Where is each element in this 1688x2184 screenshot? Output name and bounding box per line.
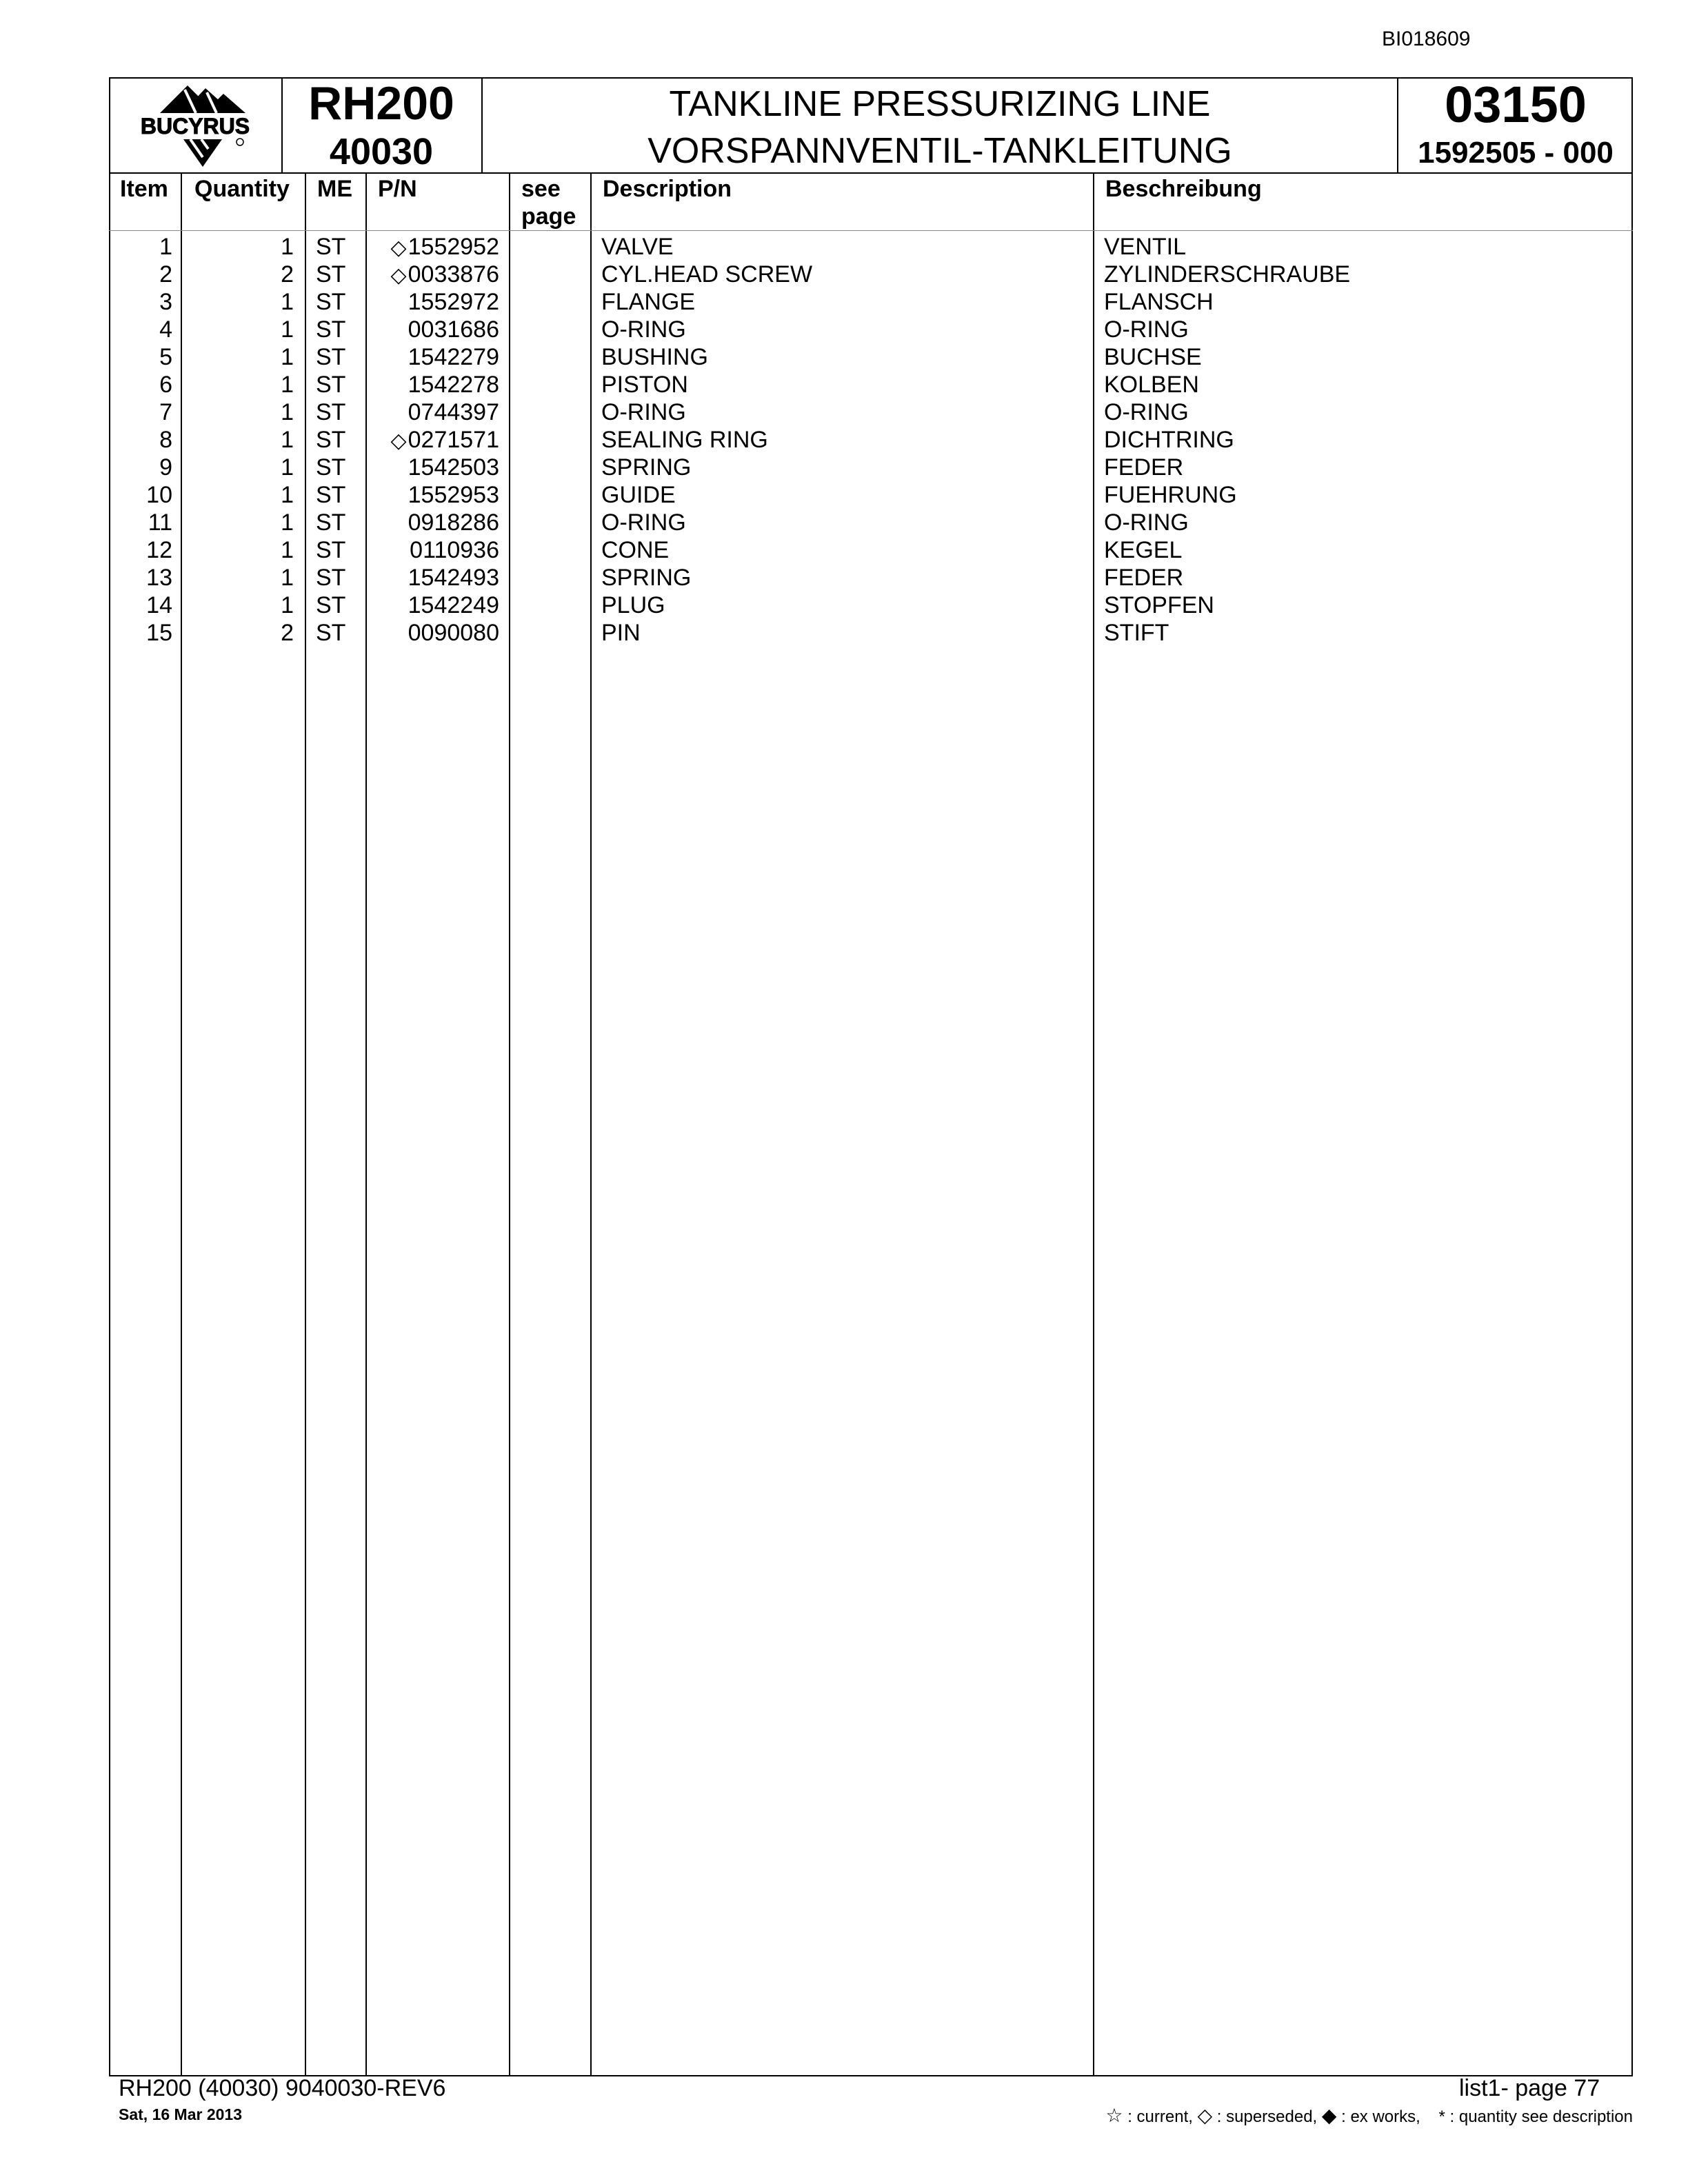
quantity-value: 1 [281,454,294,481]
description-english: FLANGE [601,289,696,315]
table-row [0,536,1688,564]
description-german: BUCHSE [1104,344,1202,370]
star-outline-icon: ☆ [1105,2105,1123,2126]
diamond-outline-icon: ◇ [1197,2105,1213,2126]
part-number: 1542503 [408,454,499,481]
quantity-value: 1 [281,509,294,536]
superseded-diamond-icon: ◇ [390,429,407,452]
quantity-value: 1 [281,427,294,453]
part-number-cell [372,316,499,345]
item-number: 14 [146,592,172,618]
title-german: VORSPANNVENTIL-TANKLEITUNG [647,131,1232,171]
part-number-cell [372,481,499,510]
part-number-cell [372,536,499,565]
unit-value: ST [316,427,346,453]
header-pn: P/N [378,176,417,202]
part-number: 1542249 [408,592,499,618]
description-german: ZYLINDERSCHRAUBE [1104,261,1351,287]
description-german: O-RING [1104,316,1189,343]
part-number: 0271571 [408,427,499,453]
superseded-diamond-icon: ◇ [390,264,407,287]
legend-current: : current, [1127,2107,1193,2126]
part-number: 0031686 [408,316,499,343]
footer-page-number: list1- page 77 [1459,2075,1600,2101]
superseded-diamond-icon: ◇ [390,236,407,259]
description-german: FLANSCH [1104,289,1214,315]
legend-ex-works: : ex works, [1341,2107,1420,2126]
quantity-value: 1 [281,316,294,343]
item-number: 4 [159,316,172,343]
part-number: 0744397 [408,399,499,425]
part-number-cell [372,592,499,620]
table-row [0,233,1688,261]
quantity-value: 2 [281,261,294,287]
unit-value: ST [316,509,346,536]
part-number-cell [372,454,499,483]
description-german: STOPFEN [1104,592,1214,618]
part-number-cell [372,233,499,262]
unit-value: ST [316,620,346,646]
item-number: 9 [159,454,172,481]
part-number: 0110936 [410,537,499,563]
footer-date: Sat, 16 Mar 2013 [119,2105,243,2123]
unit-value: ST [316,592,346,618]
item-number: 8 [159,427,172,453]
part-number: 1542279 [408,344,499,370]
quantity-value: 1 [281,289,294,315]
unit-value: ST [316,234,346,260]
quantity-value: 1 [281,537,294,563]
item-number: 2 [159,261,172,287]
description-german: VENTIL [1104,234,1187,260]
description-english: SEALING RING [601,427,768,453]
part-number: 0033876 [408,261,499,287]
header-me: ME [317,176,352,202]
header-item: Item [120,176,168,202]
table-row [0,564,1688,592]
part-number: 1542278 [408,372,499,398]
header-page: page [521,203,576,230]
quantity-value: 1 [281,344,294,370]
description-german: O-RING [1104,399,1189,425]
bucyrus-logo [119,80,272,171]
header-quantity: Quantity [194,176,290,202]
part-number-cell [372,398,499,427]
table-row [0,371,1688,398]
item-number: 10 [146,482,172,508]
item-number: 11 [148,509,172,536]
header-description: Description [603,176,732,202]
title-english: TANKLINE PRESSURIZING LINE [669,84,1211,124]
description-english: CONE [601,537,670,563]
part-number-cell [372,509,499,538]
part-number-cell [372,619,499,648]
description-german: DICHTRING [1104,427,1234,453]
model-number: RH200 [308,77,454,130]
header-see: see [521,176,561,202]
table-row [0,288,1688,316]
unit-value: ST [316,482,346,508]
unit-value: ST [316,565,346,591]
assembly-number: 1592505 - 000 [1418,136,1614,170]
part-number-cell [372,371,499,400]
footer-legend [1105,2104,1633,2127]
table-row [0,481,1688,509]
description-german: FUEHRUNG [1104,482,1237,508]
item-number: 3 [159,289,172,315]
description-english: BUSHING [601,344,708,370]
description-german: FEDER [1104,565,1184,591]
part-number: 1552953 [408,482,499,508]
unit-value: ST [316,316,346,343]
part-number: 1552972 [408,289,499,315]
part-number: 0918286 [408,509,499,536]
description-english: SPRING [601,565,692,591]
part-number: 1552952 [408,234,499,260]
description-english: VALVE [601,234,674,260]
description-english: SPRING [601,454,692,481]
item-number: 13 [146,565,172,591]
table-row [0,454,1688,481]
unit-value: ST [316,399,346,425]
quantity-value: 2 [281,620,294,646]
quantity-value: 1 [281,592,294,618]
part-number: 1542493 [408,565,499,591]
table-row [0,619,1688,647]
header-beschreibung: Beschreibung [1105,176,1262,202]
item-number: 5 [159,344,172,370]
quantity-value: 1 [281,482,294,508]
table-row [0,426,1688,454]
description-english: O-RING [601,509,686,536]
part-number-cell [372,288,499,317]
description-english: O-RING [601,399,686,425]
description-english: O-RING [601,316,686,343]
description-english: PISTON [601,372,688,398]
item-number: 15 [146,620,172,646]
item-number: 7 [159,399,172,425]
serial-number: 40030 [329,131,434,172]
unit-value: ST [316,289,346,315]
description-english: PIN [601,620,641,646]
description-german: O-RING [1104,509,1189,536]
description-german: KEGEL [1104,537,1183,563]
item-number: 12 [146,537,172,563]
document-id: BI018609 [1382,28,1471,50]
part-number: 0090080 [408,620,499,646]
description-english: GUIDE [601,482,676,508]
unit-value: ST [316,537,346,563]
description-german: FEDER [1104,454,1184,481]
quantity-value: 1 [281,234,294,260]
description-german: STIFT [1104,620,1169,646]
unit-value: ST [316,344,346,370]
part-number-cell [372,564,499,593]
quantity-value: 1 [281,399,294,425]
unit-value: ST [316,261,346,287]
group-number: 03150 [1445,76,1587,133]
table-row [0,343,1688,371]
part-number-cell [372,261,499,290]
svg-text:BUCYRUS: BUCYRUS [140,114,250,139]
legend-superseded: : superseded, [1216,2107,1318,2126]
part-number-cell [372,426,499,455]
quantity-value: 1 [281,372,294,398]
unit-value: ST [316,372,346,398]
description-english: CYL.HEAD SCREW [601,261,813,287]
item-number: 6 [159,372,172,398]
table-row [0,261,1688,288]
part-number-cell [372,343,499,372]
quantity-value: 1 [281,565,294,591]
table-row [0,316,1688,343]
description-english: PLUG [601,592,665,618]
item-number: 1 [159,234,172,260]
diamond-filled-icon: ◆ [1321,2105,1337,2126]
legend-quantity-note: * : quantity see description [1438,2107,1633,2126]
description-german: KOLBEN [1104,372,1199,398]
table-row [0,398,1688,426]
table-row [0,509,1688,536]
table-row [0,592,1688,619]
footer-document-reference: RH200 (40030) 9040030-REV6 [119,2075,446,2101]
unit-value: ST [316,454,346,481]
